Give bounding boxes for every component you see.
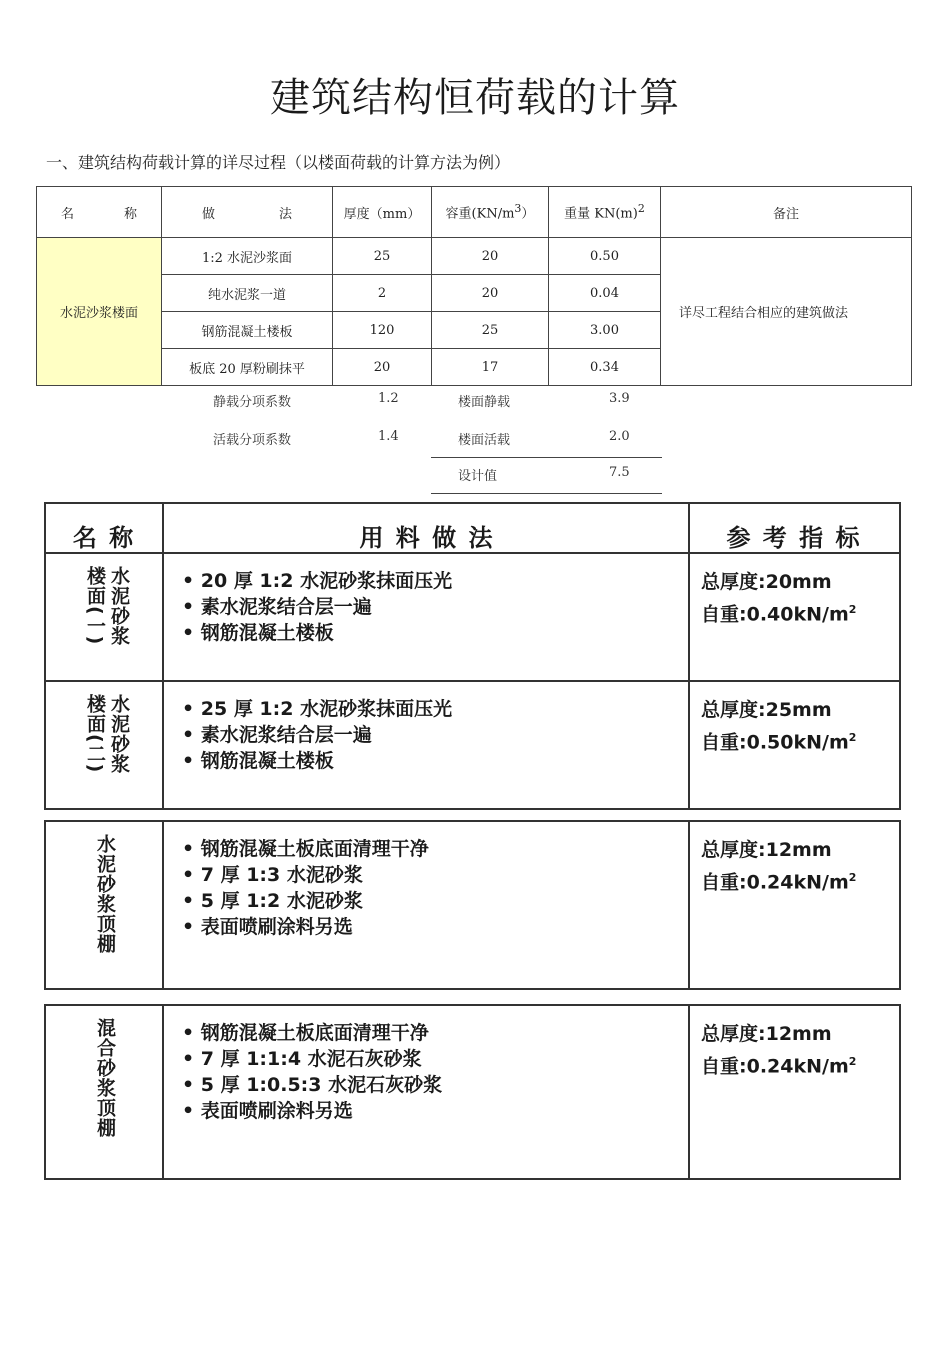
note-cell: 详尽工程结合相应的建筑做法 <box>661 238 912 386</box>
document-title: 建筑结构恒荷载的计算 <box>270 75 680 121</box>
header-weight: 重量 $KN(m)^2$ <box>549 187 661 238</box>
total-thickness: 总厚度:12mm <box>701 1023 832 1045</box>
spec-method-list <box>182 1020 442 1124</box>
live-factor-label: 活载分项系数 <box>213 433 292 448</box>
thickness-cell: 25 <box>333 238 432 275</box>
spec-ref <box>701 568 856 628</box>
header-method: 做 法 <box>162 187 333 238</box>
dead-factor-label: 静载分项系数 <box>213 395 292 410</box>
spec-row-floor-2 <box>44 680 901 810</box>
list-item: • 5 厚 1:0.5:3 水泥石灰砂浆 <box>182 1074 443 1096</box>
thickness-cell: 2 <box>333 275 432 312</box>
weight-cell: 0.50 <box>549 238 661 275</box>
weight-cell: 0.04 <box>549 275 661 312</box>
self-weight: 自重$:0.24kN/m^2$ <box>701 1055 857 1078</box>
floor-load-table <box>36 186 912 386</box>
thickness-cell: 120 <box>333 312 432 349</box>
spec-name: 楼面(一) <box>84 566 106 646</box>
method-cell: 板底 20 厚粉刷抹平 <box>162 349 333 386</box>
total-thickness: 总厚度:25mm <box>701 699 832 721</box>
live-load-value: 2.0 <box>609 429 630 444</box>
list-item: • 7 厚 1:3 水泥砂浆 <box>182 864 363 886</box>
list-item: • 表面喷刷涂料另选 <box>182 916 353 938</box>
total-thickness: 总厚度:12mm <box>701 839 832 861</box>
list-item: • 钢筋混凝土板底面清理干净 <box>182 1022 429 1044</box>
spec-method-list <box>182 836 429 940</box>
divider <box>431 457 662 458</box>
method-cell: 纯水泥浆一道 <box>162 275 333 312</box>
header-thickness: 厚度（mm） <box>333 187 432 238</box>
spec-row-floor-1 <box>44 552 901 682</box>
design-value-label: 设计值 <box>458 469 498 484</box>
list-item: • 钢筋混凝土板底面清理干净 <box>182 838 429 860</box>
live-factor-value: 1.4 <box>378 429 399 444</box>
total-thickness: 总厚度:20mm <box>701 571 832 593</box>
spec-name: 水泥砂浆 <box>108 694 130 774</box>
density-cell: 20 <box>432 238 549 275</box>
list-item: • 7 厚 1:1:4 水泥石灰砂浆 <box>182 1048 422 1070</box>
spec-name: 水泥砂浆顶棚 <box>94 834 116 954</box>
list-item: • 25 厚 1:2 水泥砂浆抹面压光 <box>182 698 453 720</box>
spec-name: 混合砂浆顶棚 <box>94 1018 116 1138</box>
group-name-cell: 水泥沙浆楼面 <box>37 238 162 386</box>
table-header-row <box>37 187 912 238</box>
list-item: • 20 厚 1:2 水泥砂浆抹面压光 <box>182 570 453 592</box>
spec-name: 水泥砂浆 <box>108 566 130 646</box>
self-weight: 自重$:0.50kN/m^2$ <box>701 731 857 754</box>
dead-factor-value: 1.2 <box>378 391 399 406</box>
density-cell: 20 <box>432 275 549 312</box>
list-item: • 素水泥浆结合层一遍 <box>182 724 372 746</box>
header-note: 备注 <box>661 187 912 238</box>
list-item: • 钢筋混凝土楼板 <box>182 750 334 772</box>
weight-cell: 0.34 <box>549 349 661 386</box>
method-cell: 1:2 水泥沙浆面 <box>162 238 333 275</box>
live-load-label: 楼面活载 <box>458 433 511 448</box>
spec-ref <box>701 1020 856 1080</box>
self-weight: 自重$:0.24kN/m^2$ <box>701 871 857 894</box>
spec-ref <box>701 836 856 896</box>
list-item: • 素水泥浆结合层一遍 <box>182 596 372 618</box>
spec-method-list <box>182 568 452 646</box>
dead-load-value: 3.9 <box>609 391 630 406</box>
list-item: • 表面喷刷涂料另选 <box>182 1100 353 1122</box>
list-item: • 5 厚 1:2 水泥砂浆 <box>182 890 363 912</box>
spec-name: 楼面(二) <box>84 694 106 774</box>
design-value: 7.5 <box>609 465 630 480</box>
thickness-cell: 20 <box>333 349 432 386</box>
spec-row-ceiling-cement <box>44 820 901 990</box>
spec-header-name: 名 称 <box>72 524 136 552</box>
spec-table-header <box>44 502 901 554</box>
weight-cell: 3.00 <box>549 312 661 349</box>
section-heading: 一、建筑结构荷载计算的详尽过程（以楼面荷载的计算方法为例） <box>46 153 511 172</box>
table-row <box>37 238 912 275</box>
spec-ref <box>701 696 856 756</box>
density-cell: 25 <box>432 312 549 349</box>
header-density: 容重$(KN/m^3)$ <box>432 187 549 238</box>
spec-header-ref: 参 考 指 标 <box>726 524 862 552</box>
list-item: • 钢筋混凝土楼板 <box>182 622 334 644</box>
divider <box>431 493 662 494</box>
dead-load-label: 楼面静载 <box>458 395 511 410</box>
self-weight: 自重$:0.40kN/m^2$ <box>701 603 857 626</box>
header-name: 名 称 <box>37 187 162 238</box>
spec-header-method: 用 料 做 法 <box>359 524 495 552</box>
spec-row-ceiling-mixed <box>44 1004 901 1180</box>
spec-method-list <box>182 696 452 774</box>
density-cell: 17 <box>432 349 549 386</box>
method-cell: 钢筋混凝土楼板 <box>162 312 333 349</box>
